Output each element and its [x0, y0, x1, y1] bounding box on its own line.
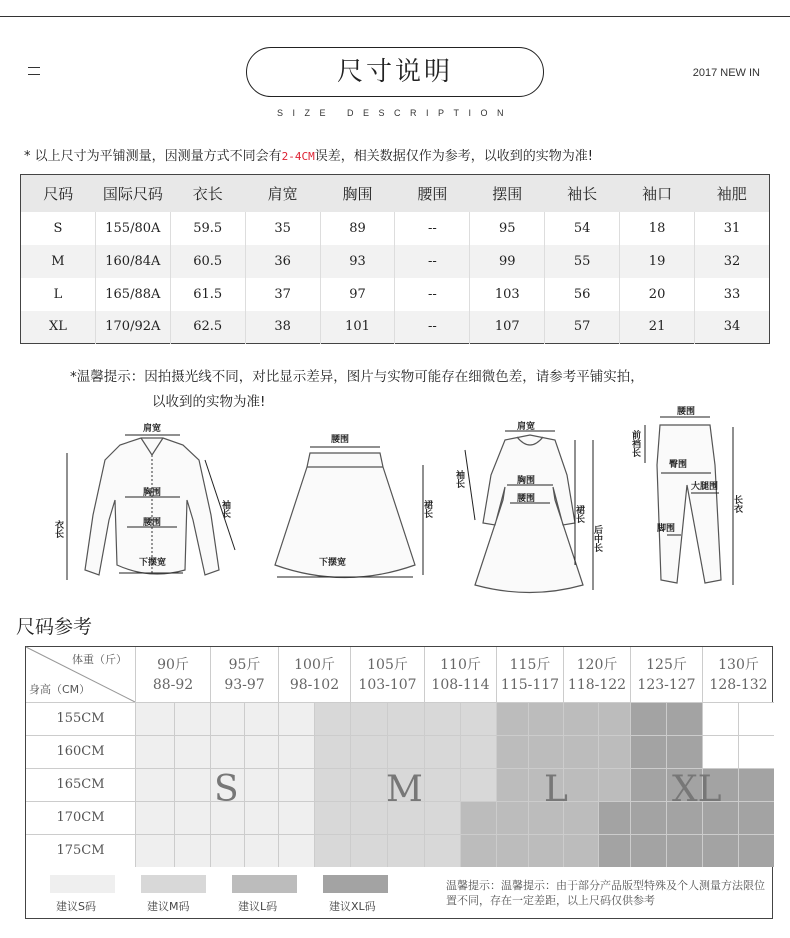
size-table-cell: 35 — [245, 212, 320, 245]
size-cell — [244, 703, 278, 735]
size-table-cell: 57 — [545, 311, 620, 344]
size-cell — [210, 703, 244, 735]
weight-range: 115-117 — [500, 677, 560, 693]
size-table-row — [21, 311, 770, 344]
size-cell — [630, 736, 666, 768]
size-cell — [496, 769, 528, 801]
size-table-cell: -- — [395, 212, 470, 245]
svg-text:腰围: 腰围 — [143, 518, 162, 528]
size-cell — [528, 703, 563, 735]
size-cell — [244, 835, 278, 867]
size-cell — [278, 736, 314, 768]
size-cell — [424, 736, 460, 768]
size-table-cell: 32 — [695, 245, 770, 278]
size-table-cell: 18 — [620, 212, 695, 245]
size-cell — [630, 802, 666, 834]
size-cell — [460, 835, 496, 867]
size-table-cell: 61.5 — [170, 278, 245, 311]
size-table-cell: S — [53, 220, 63, 236]
size-cell — [135, 835, 174, 867]
size-cell — [496, 736, 528, 768]
height-label: 175CM — [26, 835, 135, 867]
size-cell — [244, 769, 278, 801]
size-table-col-header: 袖肥 — [695, 175, 770, 212]
menu-icon[interactable] — [28, 67, 40, 76]
size-table-col-header: 摆围 — [470, 175, 545, 212]
size-table-col-header: 腰围 — [395, 175, 470, 212]
weight-column-header — [135, 647, 210, 702]
size-cell — [738, 802, 774, 834]
weight-jin: 100斤 — [294, 657, 335, 673]
weight-range: 118-122 — [567, 677, 627, 693]
svg-text:腰围: 腰围 — [677, 407, 696, 417]
size-cell — [666, 703, 702, 735]
size-cell — [314, 769, 350, 801]
dress-illustration — [475, 435, 583, 593]
size-cell — [528, 736, 563, 768]
size-table-header — [21, 175, 770, 212]
size-table-cell: -- — [395, 245, 470, 278]
size-cell — [278, 703, 314, 735]
size-cell — [563, 736, 598, 768]
size-cell — [174, 769, 210, 801]
size-table-col-header: 衣长 — [170, 175, 245, 212]
height-row — [26, 834, 774, 867]
legend-label: 建议XL码 — [329, 900, 376, 913]
size-cell — [350, 802, 387, 834]
size-cell — [244, 736, 278, 768]
weight-range: 128-132 — [709, 677, 768, 693]
svg-text:肩宽: 肩宽 — [517, 422, 536, 432]
size-table-cell: 160/84A — [95, 245, 170, 278]
height-row — [26, 735, 774, 768]
size-cell — [598, 802, 630, 834]
size-table-cell: 20 — [620, 278, 695, 311]
size-cell — [496, 835, 528, 867]
weight-column-header — [278, 647, 350, 702]
size-cell — [598, 769, 630, 801]
page-subtitle: SIZE DESCRIPTION — [276, 108, 513, 118]
size-cell — [135, 703, 174, 735]
weight-jin: 90斤 — [157, 657, 189, 673]
size-table-cell: 21 — [620, 311, 695, 344]
weight-column-header — [630, 647, 702, 702]
new-in-badge: 2017 NEW IN — [692, 67, 760, 79]
weight-column-header — [496, 647, 563, 702]
size-zone-label: S — [214, 769, 239, 810]
weight-range: 93-97 — [224, 677, 265, 693]
page-title: 尺寸说明 — [246, 47, 544, 97]
size-table-cell: M — [21, 245, 96, 278]
size-cell — [350, 769, 387, 801]
height-axis-label: 身高（CM） — [29, 683, 91, 696]
svg-text:大腿围: 大腿围 — [691, 482, 719, 492]
size-table-cell: -- — [395, 311, 470, 344]
legend-label: 建议L码 — [238, 900, 278, 913]
size-reference-title: 尺码参考 — [16, 616, 93, 638]
size-table-row — [21, 245, 770, 278]
measurement-figures — [55, 405, 755, 605]
svg-text:裙长: 裙长 — [574, 505, 584, 523]
size-table — [20, 174, 770, 344]
size-cell — [387, 736, 424, 768]
size-cell — [496, 802, 528, 834]
svg-text:腰围: 腰围 — [517, 494, 536, 504]
size-table-cell: 155/80A — [95, 212, 170, 245]
svg-text:胸围: 胸围 — [143, 488, 162, 498]
size-table-row — [21, 278, 770, 311]
svg-text:前裆长: 前裆长 — [630, 430, 640, 457]
size-cell — [460, 769, 496, 801]
size-cell — [496, 703, 528, 735]
size-table-cell: 95 — [470, 212, 545, 245]
size-table-cell: 99 — [470, 245, 545, 278]
weight-jin: 105斤 — [367, 657, 408, 673]
size-cell — [278, 802, 314, 834]
weight-range: 123-127 — [637, 677, 696, 693]
weight-column-header — [210, 647, 278, 702]
size-table-cell: 55 — [545, 245, 620, 278]
weight-column-header — [702, 647, 774, 702]
size-table-cell: 89 — [320, 212, 395, 245]
size-cell — [135, 736, 174, 768]
weight-jin: 110斤 — [440, 657, 481, 673]
svg-text:下摆宽: 下摆宽 — [139, 558, 167, 568]
size-cell — [314, 835, 350, 867]
shirt-illustration — [85, 438, 219, 575]
size-table-cell: 37 — [245, 278, 320, 311]
size-table-cell: 19 — [620, 245, 695, 278]
size-cell — [702, 703, 738, 735]
size-cell — [738, 703, 774, 735]
svg-text:腰围: 腰围 — [331, 435, 350, 445]
top-divider — [0, 16, 790, 17]
size-table-cell: 34 — [695, 311, 770, 344]
size-table-row — [21, 212, 770, 245]
size-cell — [563, 802, 598, 834]
pants-illustration — [657, 425, 721, 583]
size-cell — [174, 835, 210, 867]
size-cell — [135, 802, 174, 834]
size-cell — [350, 736, 387, 768]
size-table-cell: -- — [395, 278, 470, 311]
size-cell — [210, 736, 244, 768]
size-table-cell: 103 — [470, 278, 545, 311]
size-cell — [738, 769, 774, 801]
size-cell — [563, 769, 598, 801]
size-table-cell: 56 — [545, 278, 620, 311]
size-zone-label: XL — [672, 769, 722, 810]
size-cell — [424, 835, 460, 867]
height-row — [26, 702, 774, 735]
weight-jin: 115斤 — [509, 657, 551, 673]
height-label: 165CM — [26, 769, 135, 801]
size-cell — [314, 802, 350, 834]
height-label: 160CM — [26, 736, 135, 768]
size-cell — [460, 802, 496, 834]
size-table-col-header: 胸围 — [320, 175, 395, 212]
size-table-cell: 165/88A — [95, 278, 170, 311]
size-cell — [630, 835, 666, 867]
size-table-cell: 170/92A — [95, 311, 170, 344]
size-cell — [244, 802, 278, 834]
size-cell — [598, 736, 630, 768]
size-cell — [350, 835, 387, 867]
size-cell — [174, 736, 210, 768]
size-cell — [350, 703, 387, 735]
weight-column-header — [563, 647, 630, 702]
legend-swatch — [232, 875, 297, 893]
weight-range: 88-92 — [152, 677, 194, 693]
size-cell — [424, 769, 460, 801]
svg-text:肩宽: 肩宽 — [143, 424, 162, 434]
size-table-col-header: 尺码 — [21, 175, 96, 212]
size-cell — [210, 835, 244, 867]
size-table-cell: 33 — [695, 278, 770, 311]
size-reference-chart — [25, 646, 773, 919]
size-table-col-header: 袖口 — [620, 175, 695, 212]
size-cell — [738, 835, 774, 867]
size-cell — [387, 835, 424, 867]
size-cell — [702, 736, 738, 768]
size-table-cell: XL — [21, 311, 96, 344]
size-cell — [387, 703, 424, 735]
color-tip: *温馨提示：因拍摄光线不同，对比显示差异，图片与实物可能存在细微色差，请参考平铺实拍， 以收到的实物为准! — [70, 369, 644, 410]
weight-jin: 120斤 — [576, 657, 618, 673]
weight-axis-label: 体重（斤） — [72, 653, 127, 666]
size-cell — [314, 703, 350, 735]
weight-column-header — [350, 647, 424, 702]
size-table-cell: 59.5 — [170, 212, 245, 245]
size-table-cell: 38 — [245, 311, 320, 344]
weight-range: 103-107 — [358, 677, 417, 693]
svg-text:衣长: 衣长 — [53, 520, 63, 538]
svg-text:袖长: 袖长 — [220, 500, 230, 518]
size-table-col-header: 袖长 — [545, 175, 620, 212]
size-table-cell: L — [53, 286, 63, 302]
weight-jin: 95斤 — [228, 657, 261, 673]
size-cell — [528, 835, 563, 867]
svg-text:后中长: 后中长 — [592, 525, 602, 552]
size-cell — [702, 835, 738, 867]
size-cell — [278, 835, 314, 867]
measurement-note: * 以上尺寸为平铺测量，因测量方式不同会有2-4CM误差，相关数据仅作为参考，以收到的实物为准! — [24, 149, 593, 164]
size-cell — [314, 736, 350, 768]
legend-swatch — [323, 875, 388, 893]
size-table-cell: 54 — [545, 212, 620, 245]
weight-jin: 130斤 — [718, 657, 759, 673]
size-cell — [135, 769, 174, 801]
size-table-cell: 107 — [470, 311, 545, 344]
size-cell — [598, 835, 630, 867]
error-range: 2-4CM — [281, 150, 315, 163]
size-zone-label: M — [386, 769, 423, 810]
size-cell — [424, 703, 460, 735]
svg-text:胸围: 胸围 — [517, 476, 536, 486]
height-label: 155CM — [26, 703, 135, 735]
size-table-cell: 31 — [695, 212, 770, 245]
legend-label: 建议M码 — [147, 900, 190, 913]
svg-text:裙长: 裙长 — [422, 500, 432, 518]
svg-text:下摆宽: 下摆宽 — [319, 558, 347, 568]
size-cell — [460, 736, 496, 768]
svg-text:长衣: 长衣 — [732, 495, 742, 513]
warm-tip: 温馨提示：温馨提示：由于部分产品版型特殊及个人测量方法限位置不同，存在一定差距，以上尺码仅供参考 — [446, 879, 765, 907]
size-cell — [460, 703, 496, 735]
weight-jin: 125斤 — [646, 657, 687, 673]
svg-text:袖长: 袖长 — [454, 470, 464, 488]
size-cell — [424, 802, 460, 834]
size-cell — [738, 736, 774, 768]
size-table-cell: 36 — [245, 245, 320, 278]
size-cell — [563, 835, 598, 867]
size-table-cell: 62.5 — [170, 311, 245, 344]
legend-swatch — [50, 875, 115, 893]
size-table-col-header: 肩宽 — [245, 175, 320, 212]
size-cell — [630, 703, 666, 735]
size-cell — [666, 835, 702, 867]
size-table-cell: 60.5 — [170, 245, 245, 278]
size-cell — [563, 703, 598, 735]
size-table-cell: 101 — [320, 311, 395, 344]
weight-range: 108-114 — [431, 677, 490, 693]
size-table-col-header: 国际尺码 — [95, 175, 170, 212]
svg-text:臀围: 臀围 — [669, 460, 688, 470]
size-table-cell: 93 — [320, 245, 395, 278]
size-cell — [278, 769, 314, 801]
size-cell — [174, 802, 210, 834]
svg-text:脚围: 脚围 — [657, 524, 676, 534]
size-cell — [630, 769, 666, 801]
size-cell — [598, 703, 630, 735]
size-cell — [666, 736, 702, 768]
weight-column-header — [424, 647, 496, 702]
height-label: 170CM — [26, 802, 135, 834]
weight-range: 98-102 — [289, 677, 340, 693]
legend-label: 建议S码 — [56, 900, 96, 913]
size-zone-label: L — [544, 769, 568, 810]
size-table-cell: 97 — [320, 278, 395, 311]
legend-swatch — [141, 875, 206, 893]
size-cell — [174, 703, 210, 735]
